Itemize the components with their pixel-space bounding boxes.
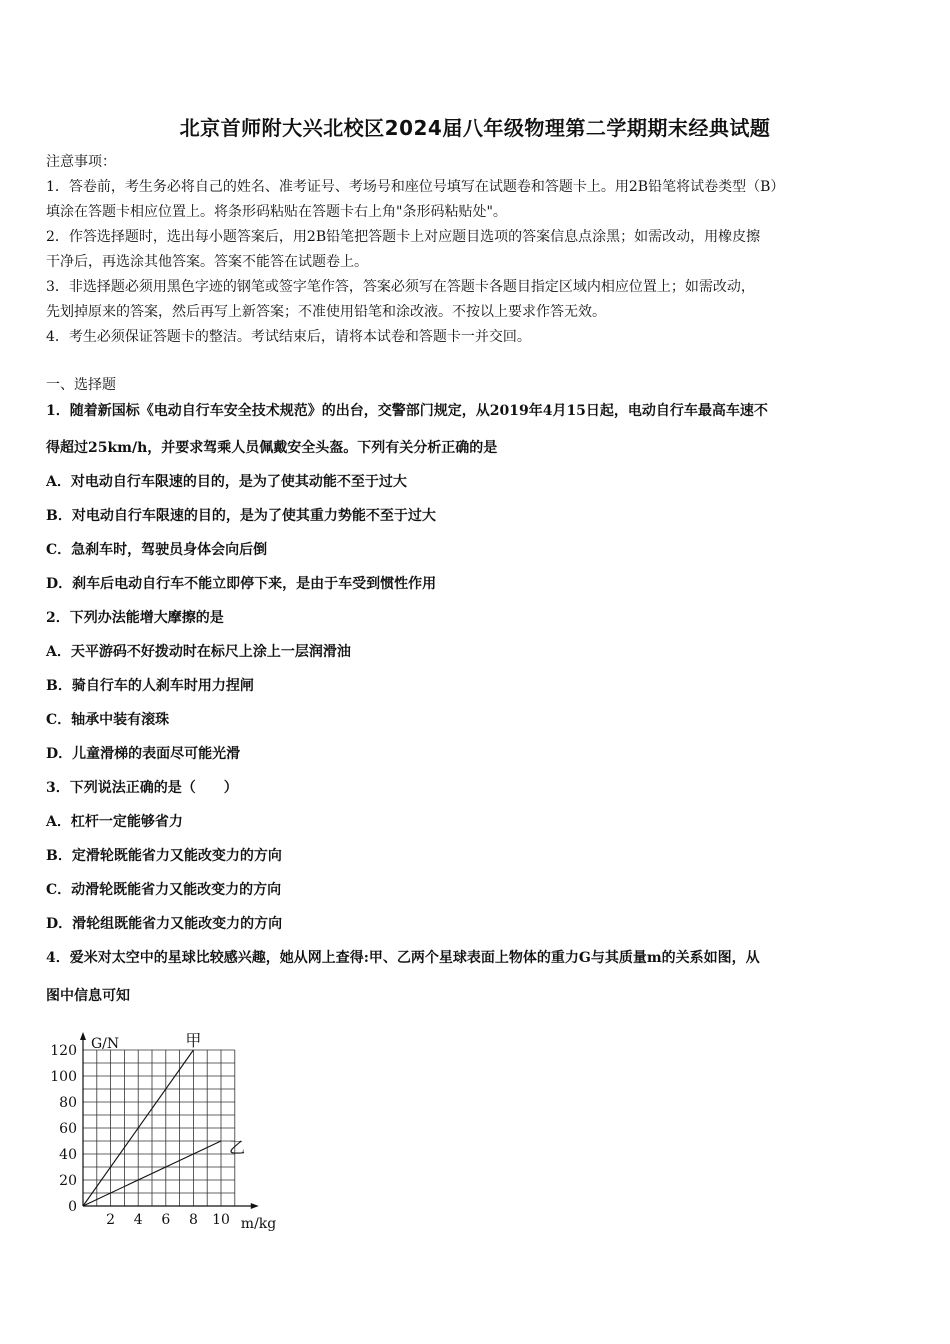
question-2-stem: 2．下列办法能增大摩擦的是 xyxy=(46,610,224,626)
series-name-label: 甲 xyxy=(185,1031,202,1050)
y-tick-label: 120 xyxy=(50,1043,77,1059)
chart-axes xyxy=(80,1032,259,1209)
question-1-option-a[interactable]: A．对电动自行车限速的目的，是为了使其动能不至于过大 xyxy=(46,474,407,490)
y-tick-label: 100 xyxy=(50,1069,77,1085)
y-tick-label: 20 xyxy=(59,1173,77,1189)
x-tick-label: 6 xyxy=(161,1212,171,1228)
question-2-option-b[interactable]: B．骑自行车的人刹车时用力捏闸 xyxy=(46,678,254,694)
chart-grid xyxy=(83,1050,235,1206)
question-3-option-b[interactable]: B．定滑轮既能省力又能改变力的方向 xyxy=(46,848,282,864)
question-3-stem: 3．下列说法正确的是（ ） xyxy=(46,780,238,796)
chart-labels xyxy=(50,1031,276,1232)
section-heading: 一、选择题 xyxy=(46,377,116,393)
question-3-option-a[interactable]: A．杠杆一定能够省力 xyxy=(46,814,183,830)
question-4-stem-cont: 图中信息可知 xyxy=(46,988,130,1004)
question-1-option-d[interactable]: D．刹车后电动自行车不能立即停下来，是由于车受到惯性作用 xyxy=(46,576,437,592)
question-1-option-b[interactable]: B．对电动自行车限速的目的，是为了使其重力势能不至于过大 xyxy=(46,508,436,524)
x-tick-label: 8 xyxy=(188,1212,198,1228)
question-3-option-d[interactable]: D．滑轮组既能省力又能改变力的方向 xyxy=(46,916,283,932)
x-axis-label: m/kg xyxy=(240,1216,277,1232)
question-1-option-c[interactable]: C．急刹车时，驾驶员身体会向后倒 xyxy=(46,542,268,558)
notice-line: 3．非选择题必须用黑色字迹的钢笔或签字笔作答，答案必须写在答题卡各题目指定区域内相应位置上；如需改动， xyxy=(46,279,755,295)
question-1-stem-cont: 得超过25km/h，并要求驾乘人员佩戴安全头盔。下列有关分析正确的是 xyxy=(46,440,498,456)
y-tick-label: 80 xyxy=(59,1095,77,1111)
notice-line: 4．考生必须保证答题卡的整洁。考试结束后，请将本试卷和答题卡一并交回。 xyxy=(46,329,531,345)
series-name-label: 乙 xyxy=(229,1138,246,1157)
x-tick-label: 2 xyxy=(106,1212,116,1228)
notice-line: 填涂在答题卡相应位置上。将条形码粘贴在答题卡右上角"条形码粘贴处"。 xyxy=(46,204,507,220)
question-3-option-c[interactable]: C．动滑轮既能省力又能改变力的方向 xyxy=(46,882,282,898)
page-title: 北京首师附大兴北校区2024届八年级物理第二学期期末经典试题 xyxy=(179,116,771,140)
question-1-stem: 1．随着新国标《电动自行车安全技术规范》的出台，交警部门规定，从2019年4月15日起，电动自行车最高车速不 xyxy=(46,403,768,419)
question-4-stem: 4．爱米对太空中的星球比较感兴趣，她从网上查得:甲、乙两个星球表面上物体的重力G与其质量m的关系如图，从 xyxy=(46,950,760,966)
x-tick-label: 4 xyxy=(133,1212,143,1228)
gravity-mass-chart xyxy=(40,1020,300,1235)
notice-line: 干净后，再选涂其他答案。答案不能答在试题卷上。 xyxy=(46,254,368,270)
y-axis-label: G/N xyxy=(91,1036,120,1052)
notice-line: 2．作答选择题时，选出每小题答案后，用2B铅笔把答题卡上对应题目选项的答案信息点涂黑；如需改动，用橡皮擦 xyxy=(46,229,761,245)
y-axis-arrow xyxy=(80,1032,86,1040)
question-2-option-c[interactable]: C．轴承中装有滚珠 xyxy=(46,712,170,728)
y-tick-label: 40 xyxy=(59,1147,77,1163)
chart-svg xyxy=(40,1020,300,1235)
notice-block xyxy=(46,150,908,350)
x-tick-label: 10 xyxy=(212,1212,230,1228)
notice-line: 1．答卷前，考生务必将自己的姓名、准考证号、考场号和座位号填写在试题卷和答题卡上。用2B铅笔将试卷类型（B） xyxy=(46,179,785,195)
question-2-option-a[interactable]: A．天平游码不好拨动时在标尺上涂上一层润滑油 xyxy=(46,644,351,660)
notice-line: 先划掉原来的答案，然后再写上新答案；不准使用铅笔和涂改液。不按以上要求作答无效。 xyxy=(46,304,606,320)
notice-heading: 注意事项： xyxy=(46,154,116,170)
x-axis-arrow xyxy=(251,1203,259,1209)
y-tick-label: 60 xyxy=(59,1121,77,1137)
question-2-option-d[interactable]: D．儿童滑梯的表面尽可能光滑 xyxy=(46,746,241,762)
y-tick-label: 0 xyxy=(68,1199,77,1215)
